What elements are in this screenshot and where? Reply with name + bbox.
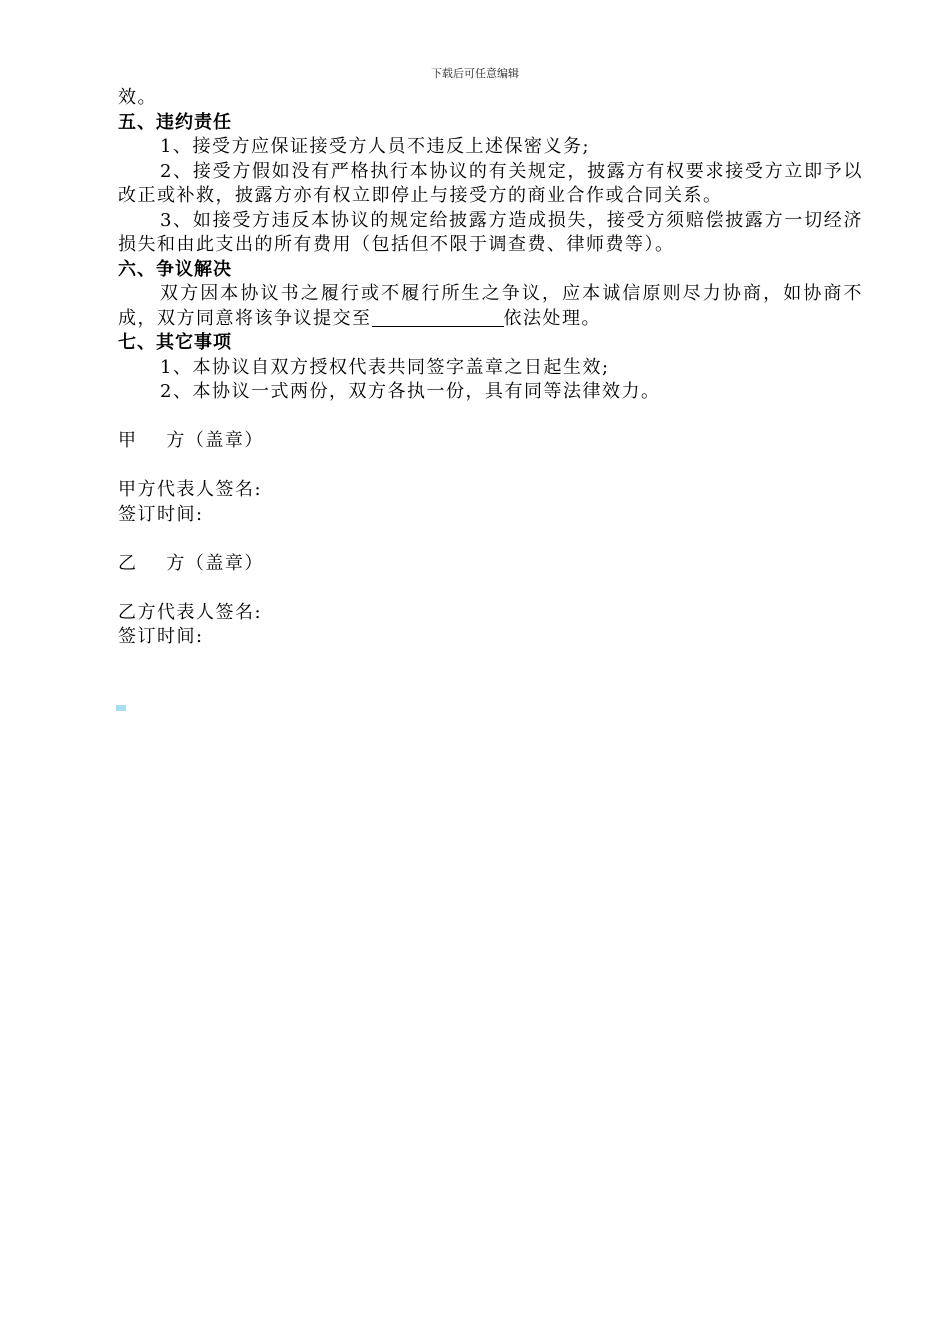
party-a-sign-date: 签订时间: <box>118 503 204 525</box>
party-b-seal: 乙 方（盖章） <box>118 552 264 574</box>
section-6-title: 六、争议解决 <box>118 258 232 280</box>
page-header: 下载后可任意编辑 <box>431 67 519 80</box>
section-7-title: 七、其它事项 <box>118 332 232 353</box>
party-a-representative: 甲方代表人签名: <box>118 479 263 500</box>
section-5-item-2: 2、接受方假如没有严格执行本协议的有关规定，披露方有权要求接受方立即予以改正或补救，披露方亦有权立即停止与接受方的商业合作或合同关系。 <box>118 160 863 206</box>
section-6-text <box>118 282 863 331</box>
fill-in-blank <box>372 308 504 327</box>
spacer <box>118 527 863 552</box>
spacer <box>118 576 863 601</box>
section-7-item-2: 2、本协议一式两份，双方各执一份，具有同等法律效力。 <box>160 381 661 402</box>
section-5-item-1: 1、接受方应保证接受方人员不违反上述保密义务; <box>160 136 591 157</box>
section-5-title: 五、违约责任 <box>118 111 232 133</box>
spacer <box>118 405 863 430</box>
spacer <box>118 454 863 479</box>
section-7-item-1: 1、本协议自双方授权代表共同签字盖章之日起生效; <box>160 356 610 378</box>
section-6-text-after: 依法处理。 <box>503 307 601 329</box>
section-5-item-3: 3、如接受方违反本协议的规定给披露方造成损失，接受方须赔偿披露方一切经济损失和由此支出的所有费用（包括但不限于调查费、律师费等）。 <box>118 209 863 255</box>
text-cursor-marker <box>116 705 126 711</box>
party-b-representative: 乙方代表人签名: <box>118 601 263 623</box>
party-a-seal: 甲 方（盖章） <box>118 430 264 451</box>
document-body <box>118 86 863 650</box>
continuation-text: 效。 <box>118 87 157 108</box>
party-b-sign-date: 签订时间: <box>118 626 204 647</box>
section-6-text-before: 双方因本协议书之履行或不履行所生之争议，应本诚信原则尽力协商，如协商不成，双方同意将该争议提交至 <box>118 283 863 329</box>
